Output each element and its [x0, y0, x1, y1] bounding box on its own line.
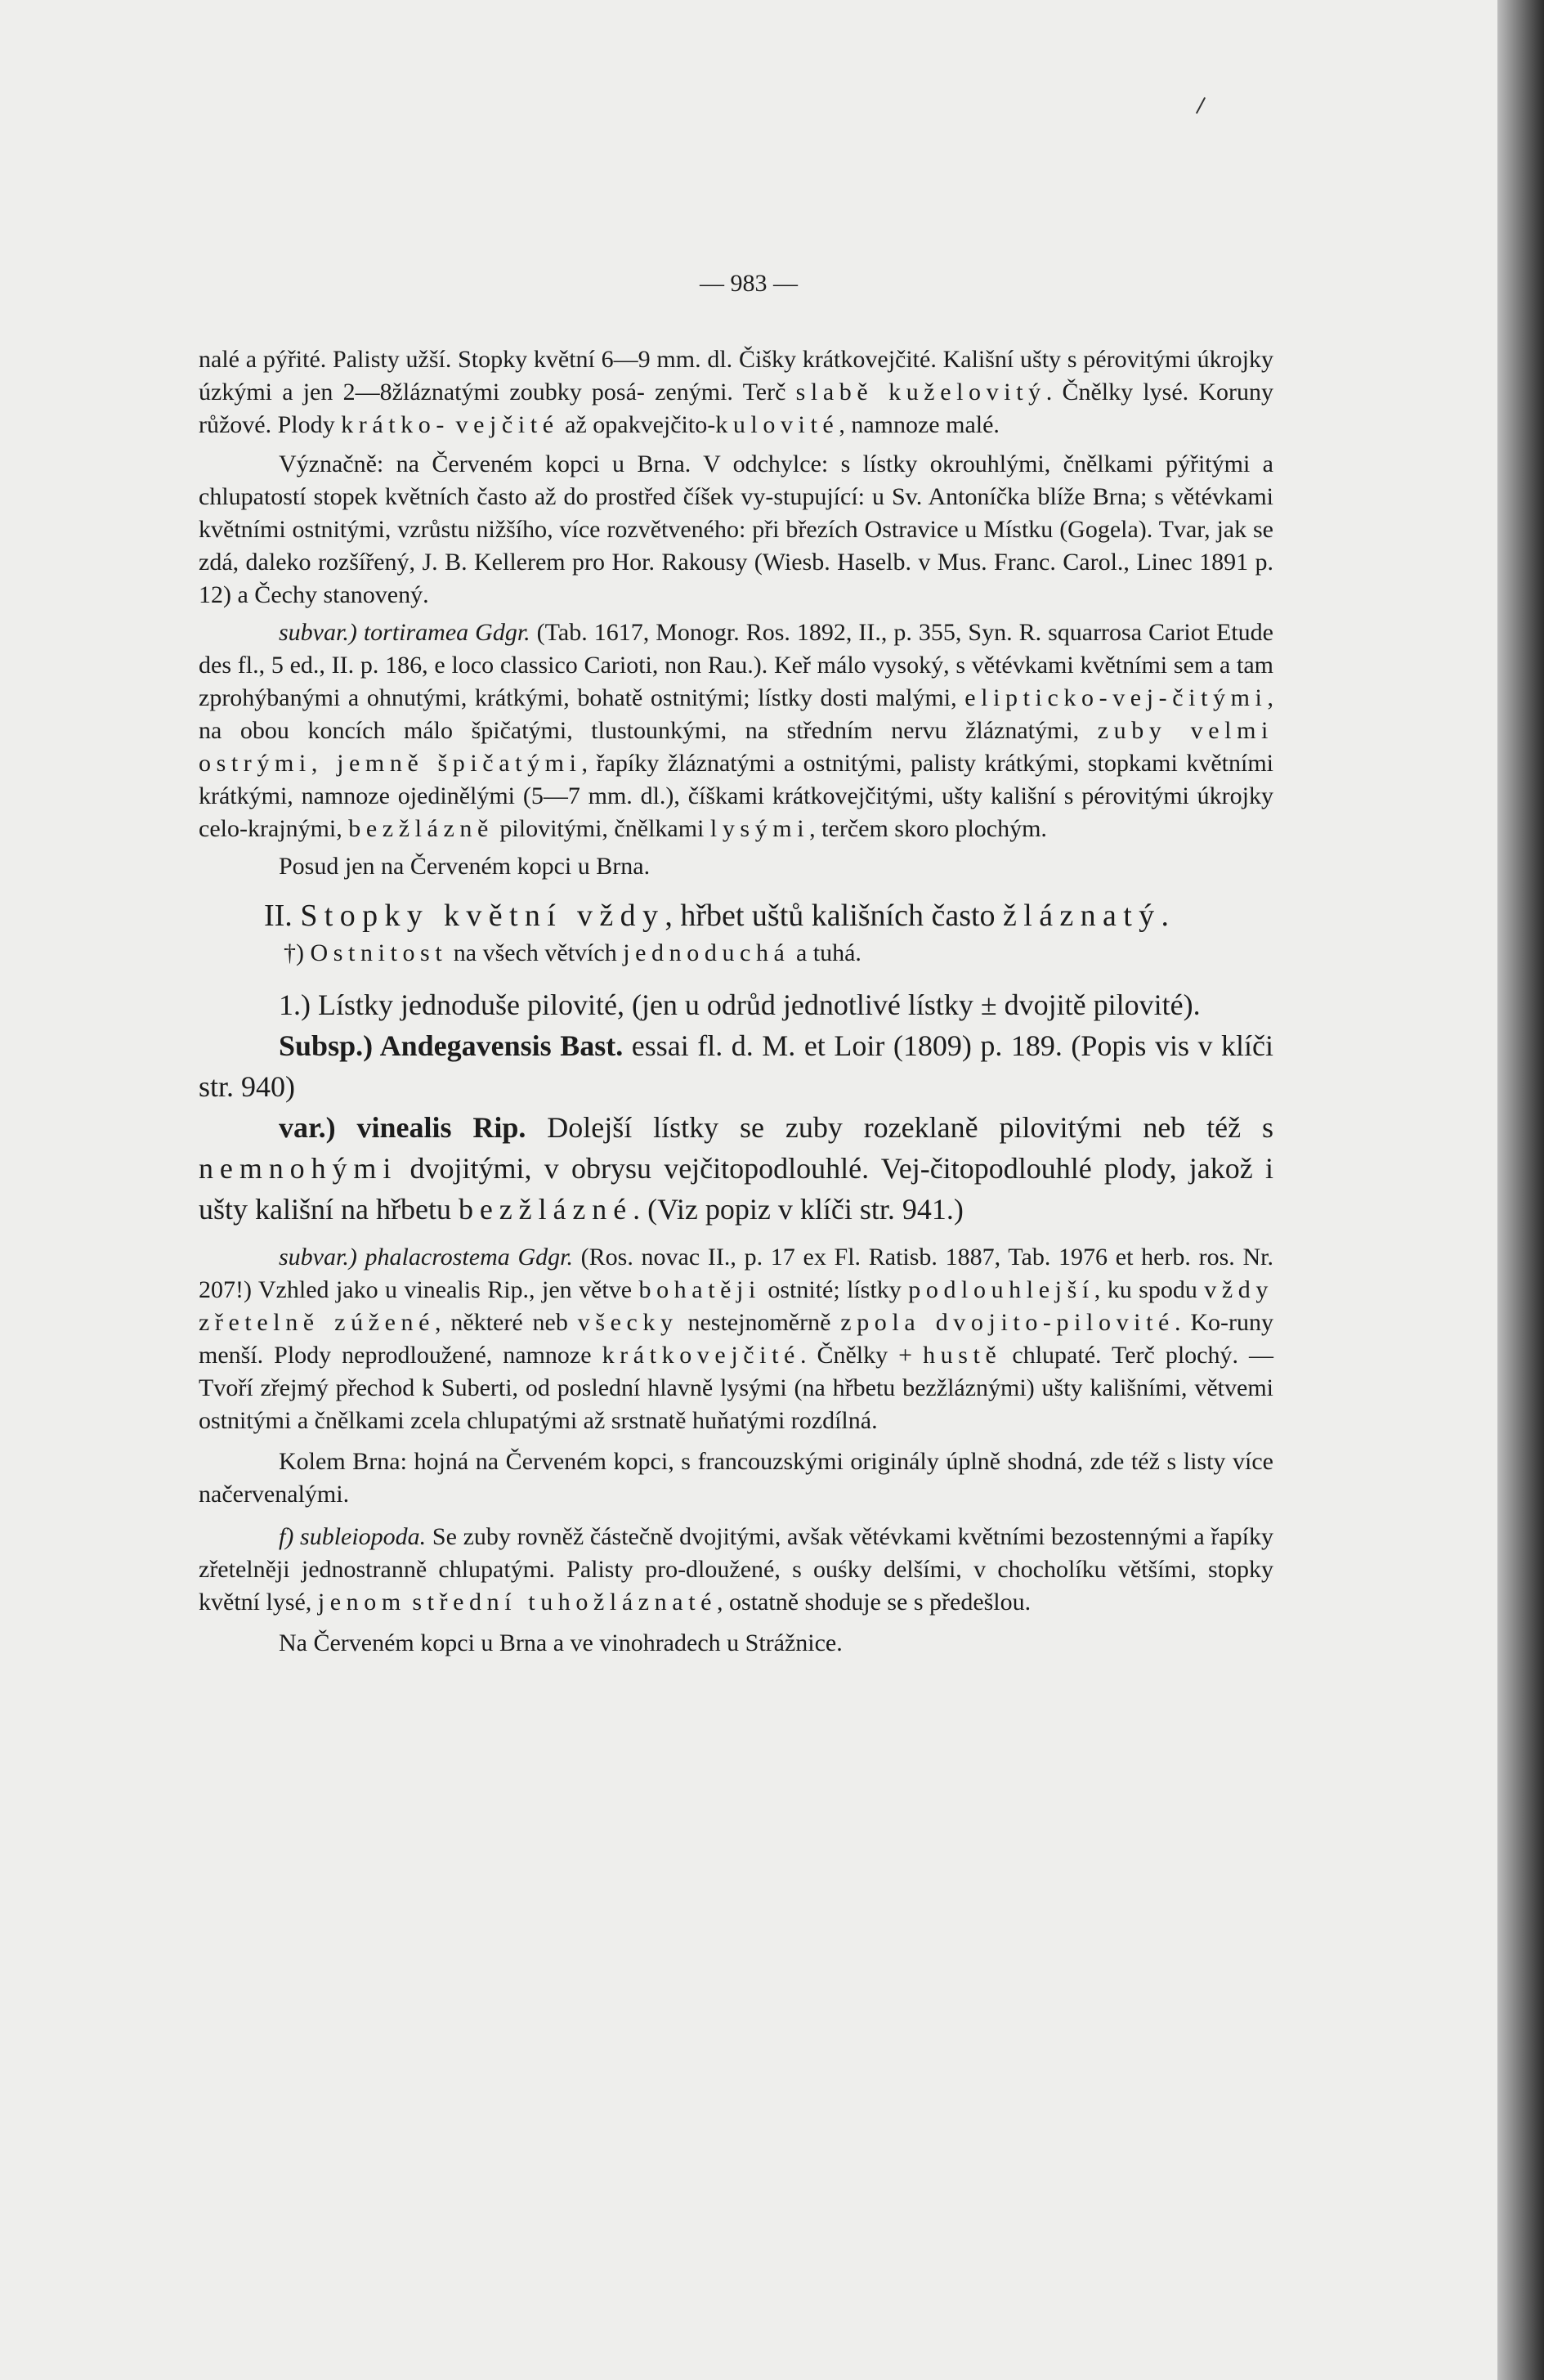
dagger-text-1: na všech větvích	[447, 939, 624, 966]
subvar-tortiramea-label: subvar.) tortiramea Gdgr.	[279, 619, 530, 646]
intro-spaced-vejcite: vejčité	[455, 411, 559, 438]
dagger-text-2: a tuhá.	[790, 939, 862, 966]
subvar-phalacrostema-spaced-1: bohatěji	[638, 1276, 761, 1303]
var-vinealis	[199, 1107, 1273, 1230]
subsp-andegavensis	[199, 1025, 1273, 1107]
intro-spaced-kuzelovity: slabě kuželovitý	[795, 379, 1046, 406]
paragraph-phalacrostema	[199, 1241, 1273, 1437]
scan-edge-shadow	[1497, 0, 1544, 2380]
subvar-tortiramea-spaced-1: elipticko-vej-čitými	[964, 684, 1268, 711]
subvar-phalacrostema-spaced-4: všecky	[577, 1309, 678, 1336]
dagger-spaced-1: Ostnitost	[310, 939, 448, 966]
intro-spaced-kulovite: kulovité	[715, 411, 839, 438]
subvar-tortiramea-spaced-2: zuby velmi ostrými, jemně špičatými	[199, 717, 1273, 777]
paragraph-kolem: Kolem Brna: hojná na Červeném kopci, s francouzskými originály úplně shodná, zde též s listy více načervenalými.	[199, 1448, 1273, 1508]
page-number: — 983 —	[700, 270, 798, 297]
page-body	[199, 343, 1273, 1660]
dagger-line	[199, 937, 1273, 970]
paragraph-subleiopoda	[199, 1521, 1273, 1619]
var-vinealis-spaced-1: nemnohými	[199, 1152, 398, 1185]
subvar-phalacrostema-text-3: , ku spodu	[1094, 1276, 1205, 1303]
var-vinealis-text-1: Dolejší lístky se zuby rozeklaně pilovitými neb též s	[526, 1111, 1273, 1144]
subvar-phalacrostema-spaced-2: podlouhlejší	[908, 1276, 1094, 1303]
intro-spaced-kratko: krátko-	[341, 411, 450, 438]
var-vinealis-text-3: . (Viz popiz v klíči str. 941.)	[633, 1193, 964, 1226]
subvar-subleiopoda-label: f) subleiopoda.	[279, 1523, 427, 1550]
subvar-subleiopoda-text-1: Se zuby rovněž částečně dvojitými, avšak větévkami květními bezostennými a řapíky zřetelněji jednostranně chlupatými. Palisty pro-dloužené, s ouśky delšími, v chocholíku většími, stopky květní lysé,	[199, 1523, 1273, 1616]
paragraph-na-cervenem: Na Červeném kopci u Brna a ve vinohradech u Strážnice.	[279, 1629, 843, 1656]
section-II-number: II.	[264, 899, 301, 933]
var-vinealis-text-2: dvojitými, v obrysu vejčitopodlouhlé. Vej-čitopodlouhlé plody, jakož i ušty kališní na hřbetu	[199, 1152, 1273, 1226]
subvar-tortiramea-text-3: , řapíky žláznatými a ostnitými, palisty krátkými, stopkami květními krátkými, namnoze ojedinělými (5—7 mm. dl.), číškami krátkovejčitými, ušty kališní s pérovitými úkrojky celo-krajnými,	[199, 750, 1273, 842]
intro-paragraph	[199, 343, 1273, 441]
subvar-tortiramea-text-4: pilovitými, čnělkami	[493, 815, 710, 842]
subvar-tortiramea-spaced-3: bezžlázně	[348, 815, 494, 842]
subvar-tortiramea-spaced-4: lysými	[709, 815, 810, 842]
paragraph-posud: Posud jen na Červeném kopci u Brna.	[279, 853, 651, 880]
point-1: 1.) Lístky jednoduše pilovité, (jen u odrůd jednotlivé lístky ± dvojitě pilovité).	[279, 988, 1201, 1021]
subvar-subleiopoda-spaced-2: střední tuhožláznaté	[412, 1589, 718, 1616]
subvar-phalacrostema-spaced-7: hustě	[923, 1342, 1002, 1369]
intro-line-2: Kališní ušty s pérovitými úkrojky úzkými a jen 2—8žláznatými zoubky posá-	[199, 346, 1273, 406]
subvar-phalacrostema-text-4: , některé neb	[435, 1309, 578, 1336]
subvar-tortiramea-text-1: (Tab. 1617, Monogr. Ros. 1892, II., p. 355, Syn. R. squarrosa Cariot Etude des fl., 5 ed., II. p. 186, e loco classico Carioti, non Rau.). Keř málo vysoký, s větévkami květními sem a tam zprohýbanými a ohnutými, krátkými, bohatě ostnitými; lístky dosti malými,	[199, 619, 1274, 711]
subvar-phalacrostema-text-8: chlupaté. Terč plochý. — Tvoří zřejmý přechod k Suberti, od poslední hlavně lysými (na hřbetu bezžláznými) ušty kališními, větvemi ostnitými a čnělkami zcela chlupatými až srstnatě huňatými rozdílná.	[199, 1342, 1273, 1434]
intro-text-plody: . Čnělky lysé. Koruny růžové. Plody	[199, 379, 1273, 438]
section-II-text-1: , hřbet uštů kališních často	[665, 899, 1004, 933]
section-II-text-2: .	[1161, 899, 1170, 933]
subsp-andegavensis-label: Subsp.) Andegavensis Bast.	[279, 1029, 624, 1062]
subvar-subleiopoda-text-3: , ostatně shoduje se s předešlou.	[717, 1589, 1032, 1616]
section-II-spaced-1: Stopky květní vždy	[300, 899, 665, 933]
intro-line-1: nalé a pýřité. Palisty užší. Stopky květní 6—9 mm. dl. Čišky krátkovejčité.	[199, 346, 937, 373]
subvar-subleiopoda-spaced-1: jenom	[317, 1589, 406, 1616]
dagger-spaced-2: jednoduchá	[623, 939, 790, 966]
subvar-tortiramea-text-5: , terčem skoro plochým.	[809, 815, 1047, 842]
subvar-phalacrostema-text-1: (Ros. novac II., p. 17 ex Fl. Ratisb. 1887, Tab. 1976 et herb. ros. Nr. 207!) Vzhled jako u vinealis Rip., jen větve	[199, 1244, 1274, 1303]
subvar-phalacrostema-text-6: . Ko-runy menší. Plody neprodloužené, namnoze	[199, 1309, 1273, 1369]
subvar-phalacrostema-spaced-6: krátkovejčité	[602, 1342, 800, 1369]
intro-text-terc: zenými. Terč	[655, 379, 796, 406]
dagger-mark: †)	[284, 939, 311, 966]
subvar-phalacrostema-text-7: . Čnělky +	[799, 1342, 924, 1369]
subsp-andegavensis-text: essai fl. d. M. et Loir (1809) p. 189. (Popis vis v klíči str. 940)	[199, 1029, 1273, 1103]
subvar-tortiramea-text-2: , na obou koncích málo špičatými, tlustounkými, na středním nervu žláznatými,	[199, 684, 1273, 744]
subvar-phalacrostema-spaced-5: zpola dvojito-pilovité	[840, 1309, 1175, 1336]
paragraph-tortiramea	[199, 616, 1273, 845]
intro-text-opakvejcito: až opakvejčito-	[558, 411, 716, 438]
var-vinealis-spaced-2: bezžlázné	[458, 1193, 633, 1226]
subvar-phalacrostema-spaced-3: vždy zřetelně zúžené	[199, 1276, 1273, 1336]
section-II-spaced-2: žláznatý	[1003, 899, 1161, 933]
subvar-phalacrostema-text-2: ostnité; lístky	[760, 1276, 909, 1303]
subvar-phalacrostema-text-5: nestejnoměrně	[678, 1309, 841, 1336]
pencil-mark	[1196, 97, 1206, 114]
paragraph-vyznacne: Význačně: na Červeném kopci u Brna. V odchylce: s lístky okrouhlými, čnělkami pýřitými a chlupatostí stopek květních často až do prostřed číšek vy-stupující: u Sv. Antoníčka blíže Brna; s větévkami květními ostnitými, vzrůstu nižšího, více rozvětveného: při březích Ostravice u Místku (Gogela). Tvar, jak se zdá, daleko rozšířený, J. B. Kellerem pro Hor. Rakousy (Wiesb. Haselb. v Mus. Franc. Carol., Linec 1891 p. 12) a Čechy stanovený.	[199, 450, 1273, 608]
var-vinealis-label: var.) vinealis Rip.	[279, 1111, 526, 1144]
section-II-heading	[199, 894, 1273, 937]
subvar-phalacrostema-label: subvar.) phalacrostema Gdgr.	[279, 1244, 573, 1271]
intro-text-end: , namnoze malé.	[839, 411, 1000, 438]
